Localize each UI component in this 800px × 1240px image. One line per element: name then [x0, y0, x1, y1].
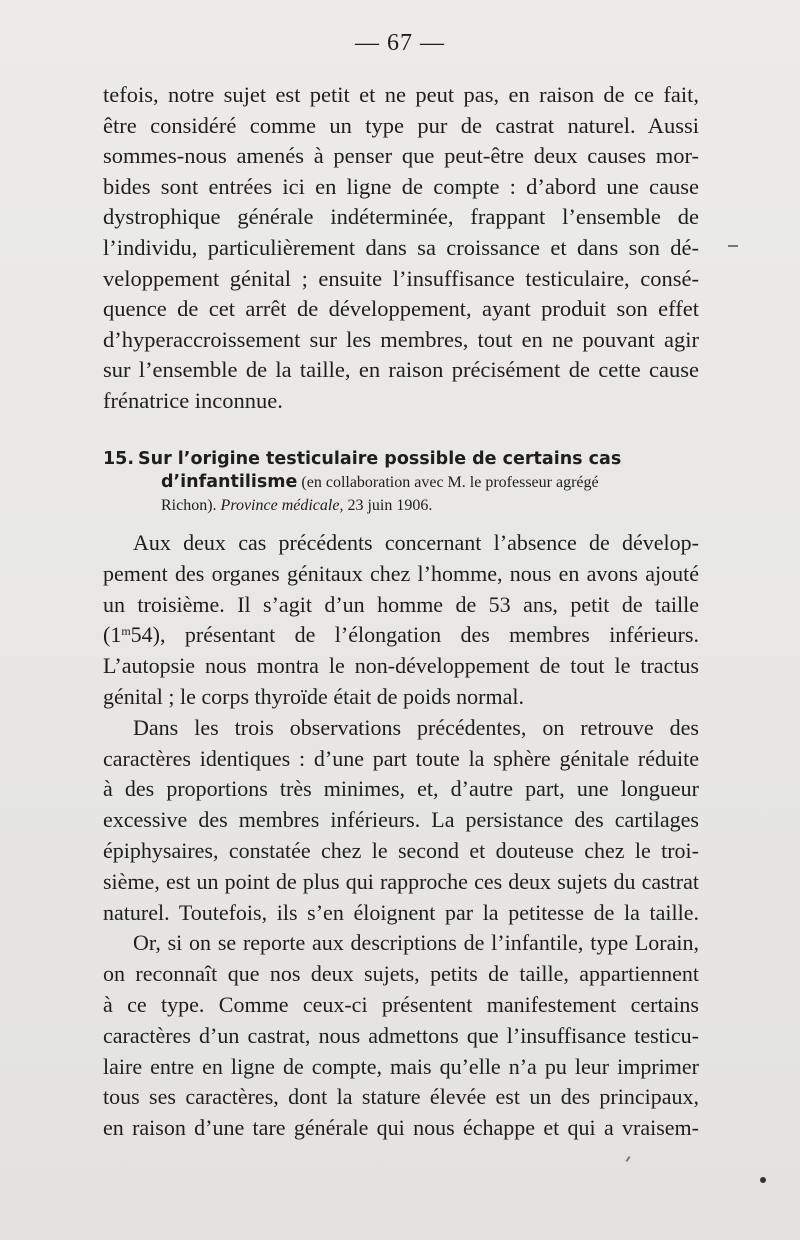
continued-paragraph: [103, 80, 699, 417]
paragraph: [103, 713, 699, 929]
heading-line-1: [103, 448, 699, 471]
text-line: caractères d’un castrat, nous admettons que l’insuffisance testicu-: [103, 1022, 699, 1048]
section-heading: [103, 448, 699, 517]
text-line: [103, 620, 699, 651]
text-line: on reconnaît que nos deux sujets, petits de taille, appartiennent: [103, 961, 699, 987]
measure-unit: m: [121, 624, 131, 639]
page-number: — 67 —: [355, 30, 445, 56]
paragraph: [103, 928, 699, 1144]
text-line: en raison d’une tare générale qui nous échappe et qui a vraisem-: [103, 1115, 699, 1141]
text-line: veloppement génital ; ensuite l’insuffisance testiculaire, consé-: [103, 265, 699, 291]
text-line: L’autopsie nous montra le non-développement de tout le tractus: [103, 653, 699, 679]
text-line: l’individu, particulièrement dans sa croissance et dans son dé-: [103, 234, 699, 260]
text-line: dystrophique générale indéterminée, frappant l’ensemble de: [103, 204, 699, 230]
text-line: quence de cet arrêt de développement, ayant produit son effet: [103, 296, 699, 322]
margin-mark: [728, 245, 738, 247]
text-line: sième, est un point de plus qui rapproche ces deux sujets du castrat: [103, 868, 699, 894]
text-line: bides sont entrées ici en ligne de compte : d’abord une cause: [103, 173, 699, 199]
text-line: pement des organes génitaux chez l’homme, nous en avons ajouté: [103, 560, 699, 586]
text-line: épiphysaires, constatée chez le second et douteuse chez le troi-: [103, 837, 699, 863]
heading-line-2: [103, 471, 699, 494]
text-line: excessive des membres inférieurs. La persistance des cartilages: [103, 807, 699, 833]
section-title: Sur l’origine testiculaire possible de certains cas: [138, 449, 622, 469]
paragraph: [103, 528, 699, 713]
text-line: frénatrice inconnue.: [103, 387, 283, 413]
text-line: un troisième. Il s’agit d’un homme de 53 ans, petit de taille: [103, 591, 699, 617]
text-line: Or, si on se reporte aux descriptions de l’infantile, type Lorain,: [133, 930, 699, 956]
measure-prefix: (1: [103, 622, 122, 648]
text-line: Aux deux cas précédents concernant l’absence de dévelop-: [133, 530, 699, 555]
text-line: sommes-nous amenés à penser que peut-être deux causes mor-: [103, 143, 699, 169]
text-line: être considéré comme un type pur de castrat naturel. Aussi: [103, 112, 699, 138]
journal-name: Province médicale,: [220, 497, 344, 514]
collaboration-note: (en collaboration avec M. le professeur agrégé: [301, 474, 599, 491]
text-line: à ce type. Comme ceux-ci présentent manifestement certains: [103, 991, 699, 1017]
margin-mark: [625, 1156, 630, 1162]
section-title-continued: d’infantilisme: [161, 472, 298, 492]
text-line: génital ; le corps thyroïde était de poids normal.: [103, 683, 524, 709]
text-line: caractères identiques : d’une part toute la sphère génitale réduite: [103, 745, 699, 771]
section-number: 15.: [103, 449, 135, 469]
ink-speck: [760, 1177, 766, 1183]
collaborator-name: Richon).: [161, 497, 217, 514]
publication-date: 23 juin 1906.: [347, 497, 433, 514]
text-line: Dans les trois observations précédentes, on retrouve des: [133, 714, 699, 740]
measure-rest: 54), présentant de l’élongation des membres inférieurs.: [130, 622, 699, 648]
text-line: tous ses caractères, dont la stature élevée est un des principaux,: [103, 1084, 699, 1110]
section-body: [103, 528, 699, 1144]
text-line: d’hyperaccroissement sur les membres, tout en ne pouvant agir: [103, 326, 699, 352]
text-line: sur l’ensemble de la taille, en raison précisément de cette cause: [103, 357, 699, 383]
text-line: laire entre en ligne de compte, mais qu’elle n’a pu leur imprimer: [103, 1053, 699, 1079]
text-line: naturel. Toutefois, ils s’en éloignent par la petitesse de la taille.: [103, 899, 699, 925]
text-line: tefois, notre sujet est petit et ne peut pas, en raison de ce fait,: [103, 82, 699, 107]
heading-line-3: [103, 494, 699, 517]
text-line: à des proportions très minimes, et, d’autre part, une longueur: [103, 776, 699, 802]
